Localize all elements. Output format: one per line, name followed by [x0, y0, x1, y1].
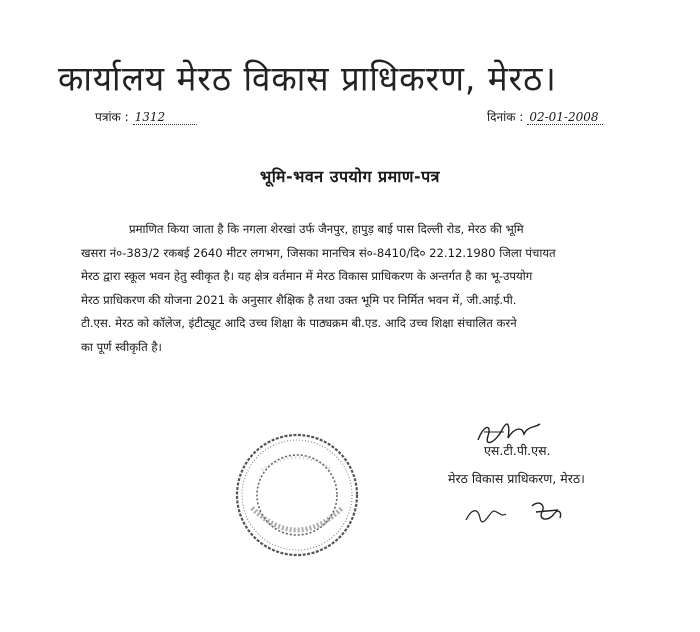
reference-date-value: 02-01-2008 [527, 110, 603, 125]
reference-number [95, 108, 197, 125]
initials-signature [462, 498, 572, 528]
body-line: मेरठ प्राधिकरण की योजना 2021 के अनुसार शैक्षिक है तथा उक्त भूमि पर निर्मित भवन में, जी.आई.पी. [81, 292, 517, 307]
signature-block [440, 420, 640, 530]
certificate-subject: भूमि-भवन उपयोग प्रमाण-पत्र [260, 167, 440, 186]
body-line: टी.एस. मेरठ को कॉलेज, इंटीट्यूट आदि उच्च शिक्षा के पाठ्यक्रम बी.एड. आदि उच्च शिक्षा संचालित करने [81, 316, 517, 331]
office-seal-stamp [232, 430, 362, 560]
reference-date-label: दिनांक : [487, 110, 524, 124]
reference-number-label: पत्रांक : [95, 110, 129, 124]
reference-number-value: 1312 [133, 110, 197, 125]
officer-designation: एस.टी.पी.एस. [484, 443, 551, 458]
body-line: प्रमाणित किया जाता है कि नगला शेरखां उर्फ जैनपुर, हापुड़ बाई पास दिल्ली रोड, मेरठ की भूमि [129, 222, 524, 236]
body-line: का पूर्ण स्वीकृति है। [81, 339, 162, 354]
reference-date [487, 108, 603, 125]
letterhead-title: कार्यालय मेरठ विकास प्राधिकरण, मेरठ। [58, 58, 557, 100]
certificate-body [81, 218, 641, 360]
body-line: मेरठ द्वारा स्कूल भवन हेतु स्वीकृत है। यह क्षेत्र वर्तमान में मेरठ विकास प्राधिकरण के अन्तर्गत है का भू-उपयोग [81, 269, 533, 284]
issuing-authority: मेरठ विकास प्राधिकरण, मेरठ। [448, 471, 585, 486]
body-line: खसरा नं०-383/2 रकबई 2640 मीटर लगभग, जिसका मानचित्र सं०-8410/दि० 22.12.1980 जिला पंचायत [81, 245, 556, 260]
